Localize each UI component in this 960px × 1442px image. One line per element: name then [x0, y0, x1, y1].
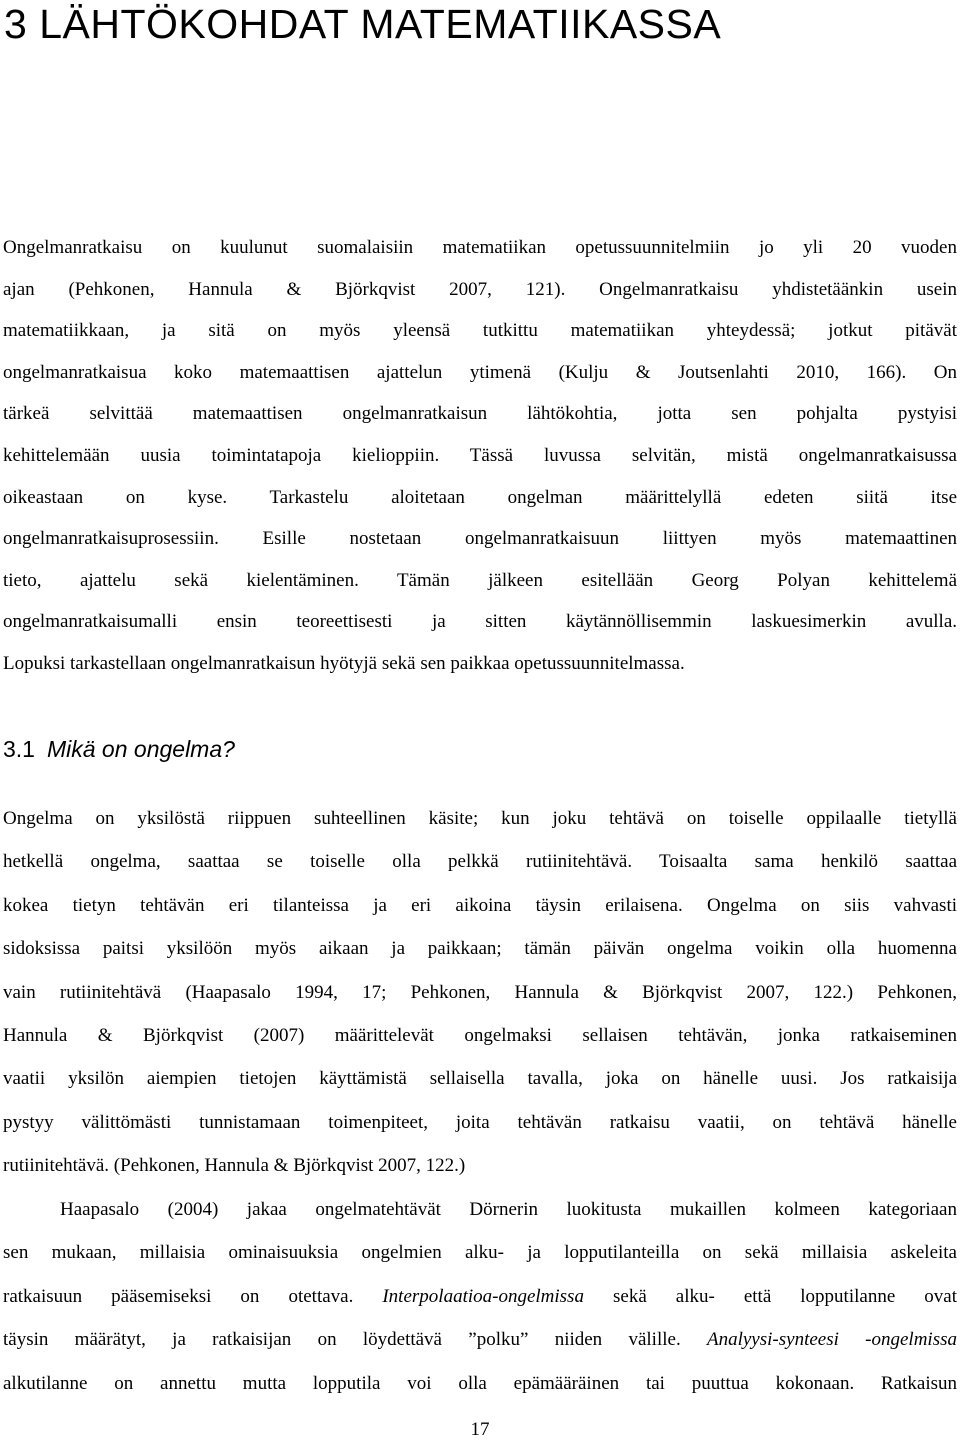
paragraph-line: ongelmanratkaisua koko matemaattisen ajattelun ytimenä (Kulju & Joutsenlahti 2010, 166). On — [3, 361, 957, 383]
paragraph-line: vaatii yksilön aiempien tietojen käyttämistä sellaisella tavalla, joka on hänelle uusi. Jos ratkaisija — [3, 1068, 957, 1090]
paragraph-line: matematiikkaan, ja sitä on myös yleensä tutkittu matematiikan yhteydessä; jotkut pitävät — [3, 320, 957, 342]
paragraph-line: vain rutiinitehtävä (Haapasalo 1994, 17; Pehkonen, Hannula & Björkqvist 2007, 122.) Pehkonen, — [3, 981, 957, 1003]
paragraph-line: kokea tietyn tehtävän eri tilanteissa ja eri aikoina täysin erilaisena. Ongelma on siis vahvasti — [3, 894, 957, 916]
paragraph-line: rutiinitehtävä. (Pehkonen, Hannula & Björkqvist 2007, 122.) — [3, 1155, 466, 1177]
line-text: ratkaisuun pääsemiseksi on otettava. — [3, 1285, 383, 1307]
paragraph-line: Haapasalo (2004) jakaa ongelmatehtävät Dörnerin luokitusta mukaillen kolmeen kategoriaan — [60, 1199, 957, 1220]
section-heading — [3, 734, 235, 764]
line-text: sekä alku- että lopputilanne ovat — [583, 1285, 957, 1307]
paragraph-line: oikeastaan on kyse. Tarkastelu aloitetaan ongelman määrittelyllä edeten siitä itse — [3, 486, 957, 508]
paragraph-line — [3, 1275, 957, 1318]
section-number: 3.1 — [3, 736, 35, 762]
paragraph-line: Lopuksi tarkastellaan ongelmanratkaisun hyötyjä sekä sen paikkaa opetussuunnitelmassa. — [3, 652, 685, 674]
definition-paragraph — [3, 797, 957, 1188]
page-number: 17 — [470, 1419, 490, 1440]
paragraph-line: ajan (Pehkonen, Hannula & Björkqvist 2007, 121). Ongelmanratkaisu yhdistetäänkin usein — [3, 278, 957, 300]
paragraph-line: tärkeä selvittää matemaattisen ongelmanratkaisun lähtökohtia, jotta sen pohjalta pystyisi — [3, 403, 957, 425]
paragraph-line: Ongelmanratkaisu on kuulunut suomalaisiin matematiikan opetussuunnitelmiin jo yli 20 vuoden — [3, 237, 957, 258]
classification-paragraph — [3, 1188, 957, 1405]
paragraph-line — [3, 1318, 957, 1361]
paragraph-line: ongelmanratkaisumalli ensin teoreettisesti ja sitten käytännöllisemmin laskuesimerkin avulla. — [3, 611, 957, 633]
paragraph-line: sidoksissa paitsi yksilöön myös aikaan ja paikkaan; tämän päivän ongelma voikin olla huomenna — [3, 938, 957, 960]
paragraph-line: hetkellä ongelma, saattaa se toiselle olla pelkkä rutiinitehtävä. Toisaalta sama henkilö saattaa — [3, 851, 957, 873]
paragraph-line: Ongelma on yksilöstä riippuen suhteellinen käsite; kun joku tehtävä on toiselle oppilaalle tietyllä — [3, 808, 957, 829]
paragraph-line: sen mukaan, millaisia ominaisuuksia ongelmien alku- ja lopputilanteilla on sekä millaisia askeleita — [3, 1242, 957, 1264]
paragraph-line: ongelmanratkaisuprosessiin. Esille nostetaan ongelmanratkaisuun liittyen myös matemaattinen — [3, 528, 957, 550]
paragraph-line: Hannula & Björkqvist (2007) määrittelevät ongelmaksi sellaisen tehtävän, jonka ratkaiseminen — [3, 1024, 957, 1046]
paragraph-line: pystyy välittömästi tunnistamaan toimenpiteet, joita tehtävän ratkaisu vaatii, on tehtävä hänelle — [3, 1111, 957, 1133]
section-title: Mikä on ongelma? — [46, 736, 235, 762]
term-analysis-synthesis-problems: Analyysi-synteesi -ongelmissa — [706, 1329, 957, 1351]
paragraph-line: alkutilanne on annettu mutta lopputila voi olla epämääräinen tai puuttua kokonaan. Ratkaisun — [3, 1372, 957, 1394]
intro-paragraph — [3, 227, 957, 685]
term-interpolation-problems: Interpolaatioa-ongelmissa — [382, 1285, 584, 1307]
chapter-title: 3 LÄHTÖKOHDAT MATEMATIIKASSA — [4, 1, 722, 47]
paragraph-line: kehittelemään uusia toimintatapoja kielioppiin. Tässä luvussa selvitän, mistä ongelmanratkaisussa — [3, 444, 957, 466]
line-text: täysin määrätyt, ja ratkaisijan on löydettävä ”polku” niiden välille. — [3, 1329, 707, 1351]
paragraph-line: tieto, ajattelu sekä kielentäminen. Tämän jälkeen esitellään Georg Polyan kehittelemä — [3, 569, 957, 591]
